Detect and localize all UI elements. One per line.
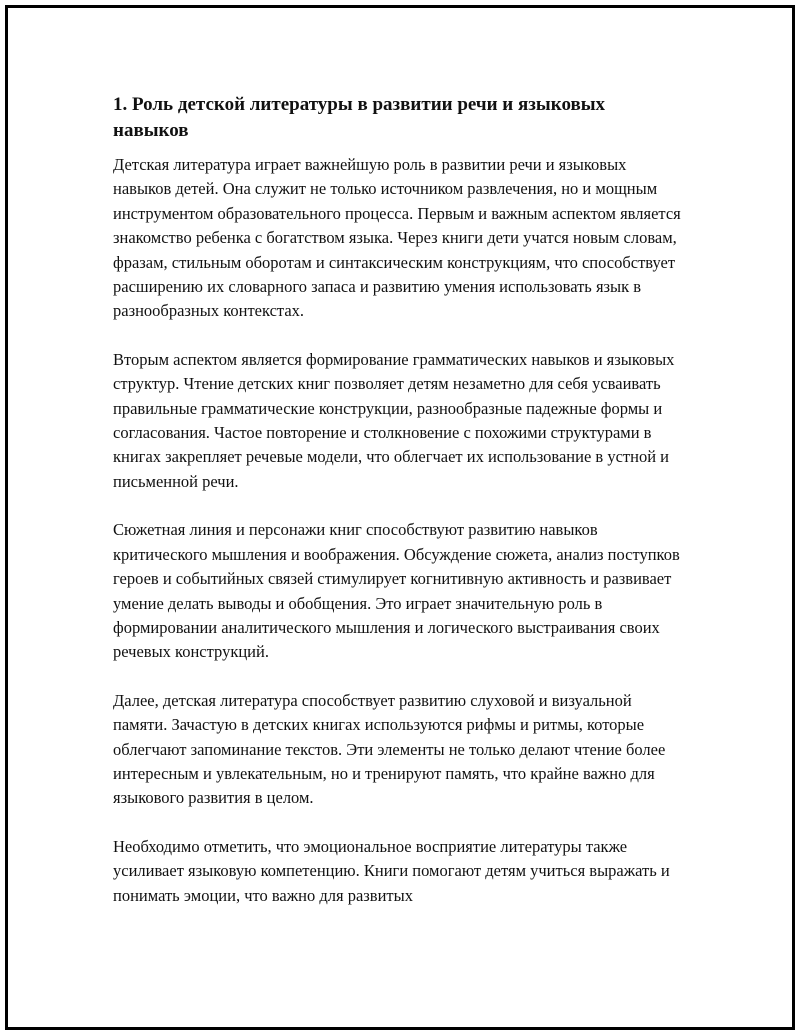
paragraph-1: Детская литература играет важнейшую роль в развитии речи и языковых навыков детей. Она служит не только источником развлечения, но и мощным инструментом образовательного процесса. Первым и важным аспектом является знакомство ребенка с богатством языка. Через книги дети учатся новым словам, фразам, стильным оборотам и синтаксическим конструкциям, что способствует расширению их словарного запаса и развитию умения использовать язык в разнообразных контекстах. [113, 155, 681, 321]
section-heading: 1. Роль детской литературы в развитии речи и языковых навыков [113, 94, 606, 141]
document-body [113, 92, 683, 932]
paragraph-2: Вторым аспектом является формирование грамматических навыков и языковых структур. Чтение детских книг позволяет детям незаметно для себя усваивать правильные грамматические конструкции, разнообразные падежные формы и согласования. Частое повторение и столкновение с похожими структурами в книгах закрепляет речевые модели, что облегчает их использование в устной и письменной речи. [113, 349, 675, 491]
paragraph-5: Необходимо отметить, что эмоциональное восприятие литературы также усиливает языковую компетенцию. Книги помогают детям учиться выражать и понимать эмоции, что важно для развитых [113, 836, 670, 905]
paragraph-3: Сюжетная линия и персонажи книг способствуют развитию навыков критического мышления и воображения. Обсуждение сюжета, анализ поступков героев и событийных связей стимулирует когнитивную активность и развивает умение делать выводы и обобщения. Это играет значительную роль в формировании аналитического мышления и логического выстраивания своих речевых конструкций. [113, 520, 680, 662]
paragraph-4: Далее, детская литература способствует развитию слуховой и визуальной памяти. Зачастую в детских книгах используются рифмы и ритмы, которые облегчают запоминание текстов. Эти элементы не только делают чтение более интересным и увлекательным, но и тренируют память, что крайне важно для языкового развития в целом. [113, 690, 666, 808]
